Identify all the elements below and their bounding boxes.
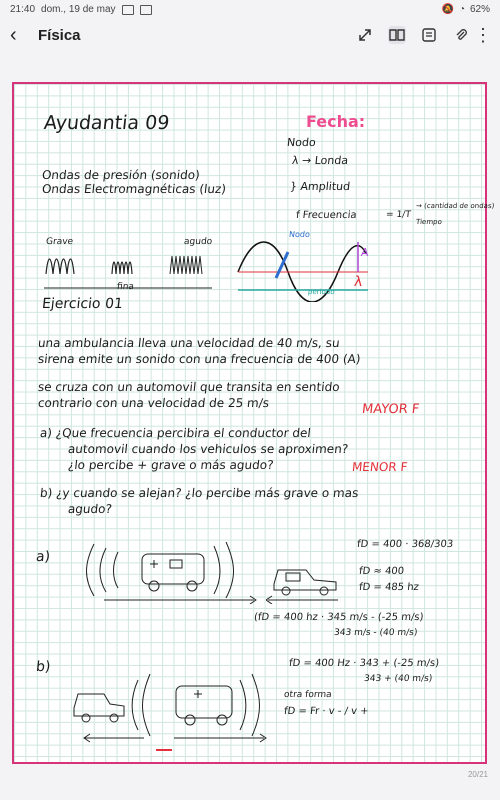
sol-b-eq-2: 343 + (40 m/s) xyxy=(363,674,433,684)
legend-freq-formula: = 1/T xyxy=(385,210,412,220)
legend-lambda: λ → Londa xyxy=(291,154,349,167)
otra-forma-formula: fD = Fr · v - / v + xyxy=(283,706,370,717)
question-b-2: agudo? xyxy=(67,502,113,516)
page-indicator: 20/21 xyxy=(467,770,488,779)
mail-icon xyxy=(140,5,152,15)
question-a-1: a) ¿Que frecuencia percibira el conductor del xyxy=(39,426,312,440)
battery-level: 62% xyxy=(469,4,490,15)
sol-b-eq-1: fD = 400 Hz · 343 + (-25 m/s) xyxy=(288,658,440,669)
label-fina: fina xyxy=(116,282,135,292)
legend-frecuencia: f Frecuencia xyxy=(295,210,358,221)
wave-amp-label: A xyxy=(360,246,370,259)
sound-wave-sketch xyxy=(42,244,222,294)
question-a-2: automovil cuando los vehiculos se aproximen? xyxy=(67,442,349,456)
vehicles-separating-sketch xyxy=(64,664,284,754)
more-options-icon[interactable]: ⋮ xyxy=(474,25,492,45)
status-bar xyxy=(0,0,500,20)
date: dom., 19 de may xyxy=(41,4,116,15)
question-b-1: b) ¿y cuando se alejan? ¿lo percibe más grave o mas xyxy=(39,486,360,500)
notification-icon xyxy=(122,5,134,15)
legend-freq-den: Tiempo xyxy=(415,218,443,226)
sol-a-eq-1: fD = 400 · 368/303 xyxy=(356,539,454,550)
silent-icon: 🔕 xyxy=(441,4,454,15)
problem-line-1: una ambulancia lleva una velocidad de 40 m/s, su xyxy=(37,336,341,350)
clock: 21:40 xyxy=(10,4,36,15)
note-page[interactable] xyxy=(12,82,495,764)
solution-a-label: a) xyxy=(35,549,51,565)
problem-line-3: se cruza con un automovil que transita en sentido xyxy=(37,380,341,394)
legend-amplitud: } Amplitud xyxy=(289,180,351,193)
legend-freq-num: → (cantidad de ondas) xyxy=(415,202,495,210)
sol-a-formula-2: 343 m/s - (40 m/s) xyxy=(333,628,418,638)
back-button[interactable]: ‹ xyxy=(10,24,17,46)
page-title: Física xyxy=(38,27,81,44)
car-sketch xyxy=(266,554,356,604)
reading-mode-icon[interactable] xyxy=(388,26,406,44)
sol-a-formula-1: (fD = 400 hz · 345 m/s - (-25 m/s) xyxy=(253,612,425,623)
exercise-title: Ejercicio 01 xyxy=(41,296,124,312)
ambulance-approach-sketch xyxy=(74,534,264,604)
app-bar xyxy=(0,20,500,54)
sol-a-eq-3: fD = 485 hz xyxy=(358,582,420,593)
wifi-icon: ◔ xyxy=(458,4,465,15)
note-heading: Ayudantia 09 xyxy=(42,112,171,134)
wave-lambda-label: λ xyxy=(353,274,364,290)
expand-icon[interactable] xyxy=(356,26,374,44)
legend-nodo: Nodo xyxy=(286,136,317,149)
topic-1: Ondas de presión (sonido) xyxy=(41,168,201,182)
attach-icon[interactable] xyxy=(452,26,470,44)
solution-b-label: b) xyxy=(35,659,52,675)
wave-diagram xyxy=(236,232,376,302)
sol-a-eq-2: fD ≈ 400 xyxy=(358,566,405,577)
problem-line-2: sirena emite un sonido con una frecuencia de 400 (A) xyxy=(37,352,362,366)
problem-line-4: contrario con una velocidad de 25 m/s xyxy=(37,396,270,410)
text-icon[interactable] xyxy=(420,26,438,44)
mayor-f-note: MAYOR F xyxy=(361,402,421,417)
wave-nodo-label: Nodo xyxy=(288,230,311,239)
label-agudo: agudo xyxy=(183,237,213,247)
date-label: Fecha: xyxy=(306,112,366,131)
question-a-3: ¿lo percibe + grave o más agudo? xyxy=(67,458,275,472)
label-grave: Grave xyxy=(45,237,74,247)
otra-forma-label: otra forma xyxy=(283,690,333,700)
topic-2: Ondas Electromagnéticas (luz) xyxy=(41,182,227,196)
menor-f-note: MENOR F xyxy=(351,460,409,474)
wave-periodo-label: periodo xyxy=(307,288,336,296)
toolbar xyxy=(356,26,470,44)
